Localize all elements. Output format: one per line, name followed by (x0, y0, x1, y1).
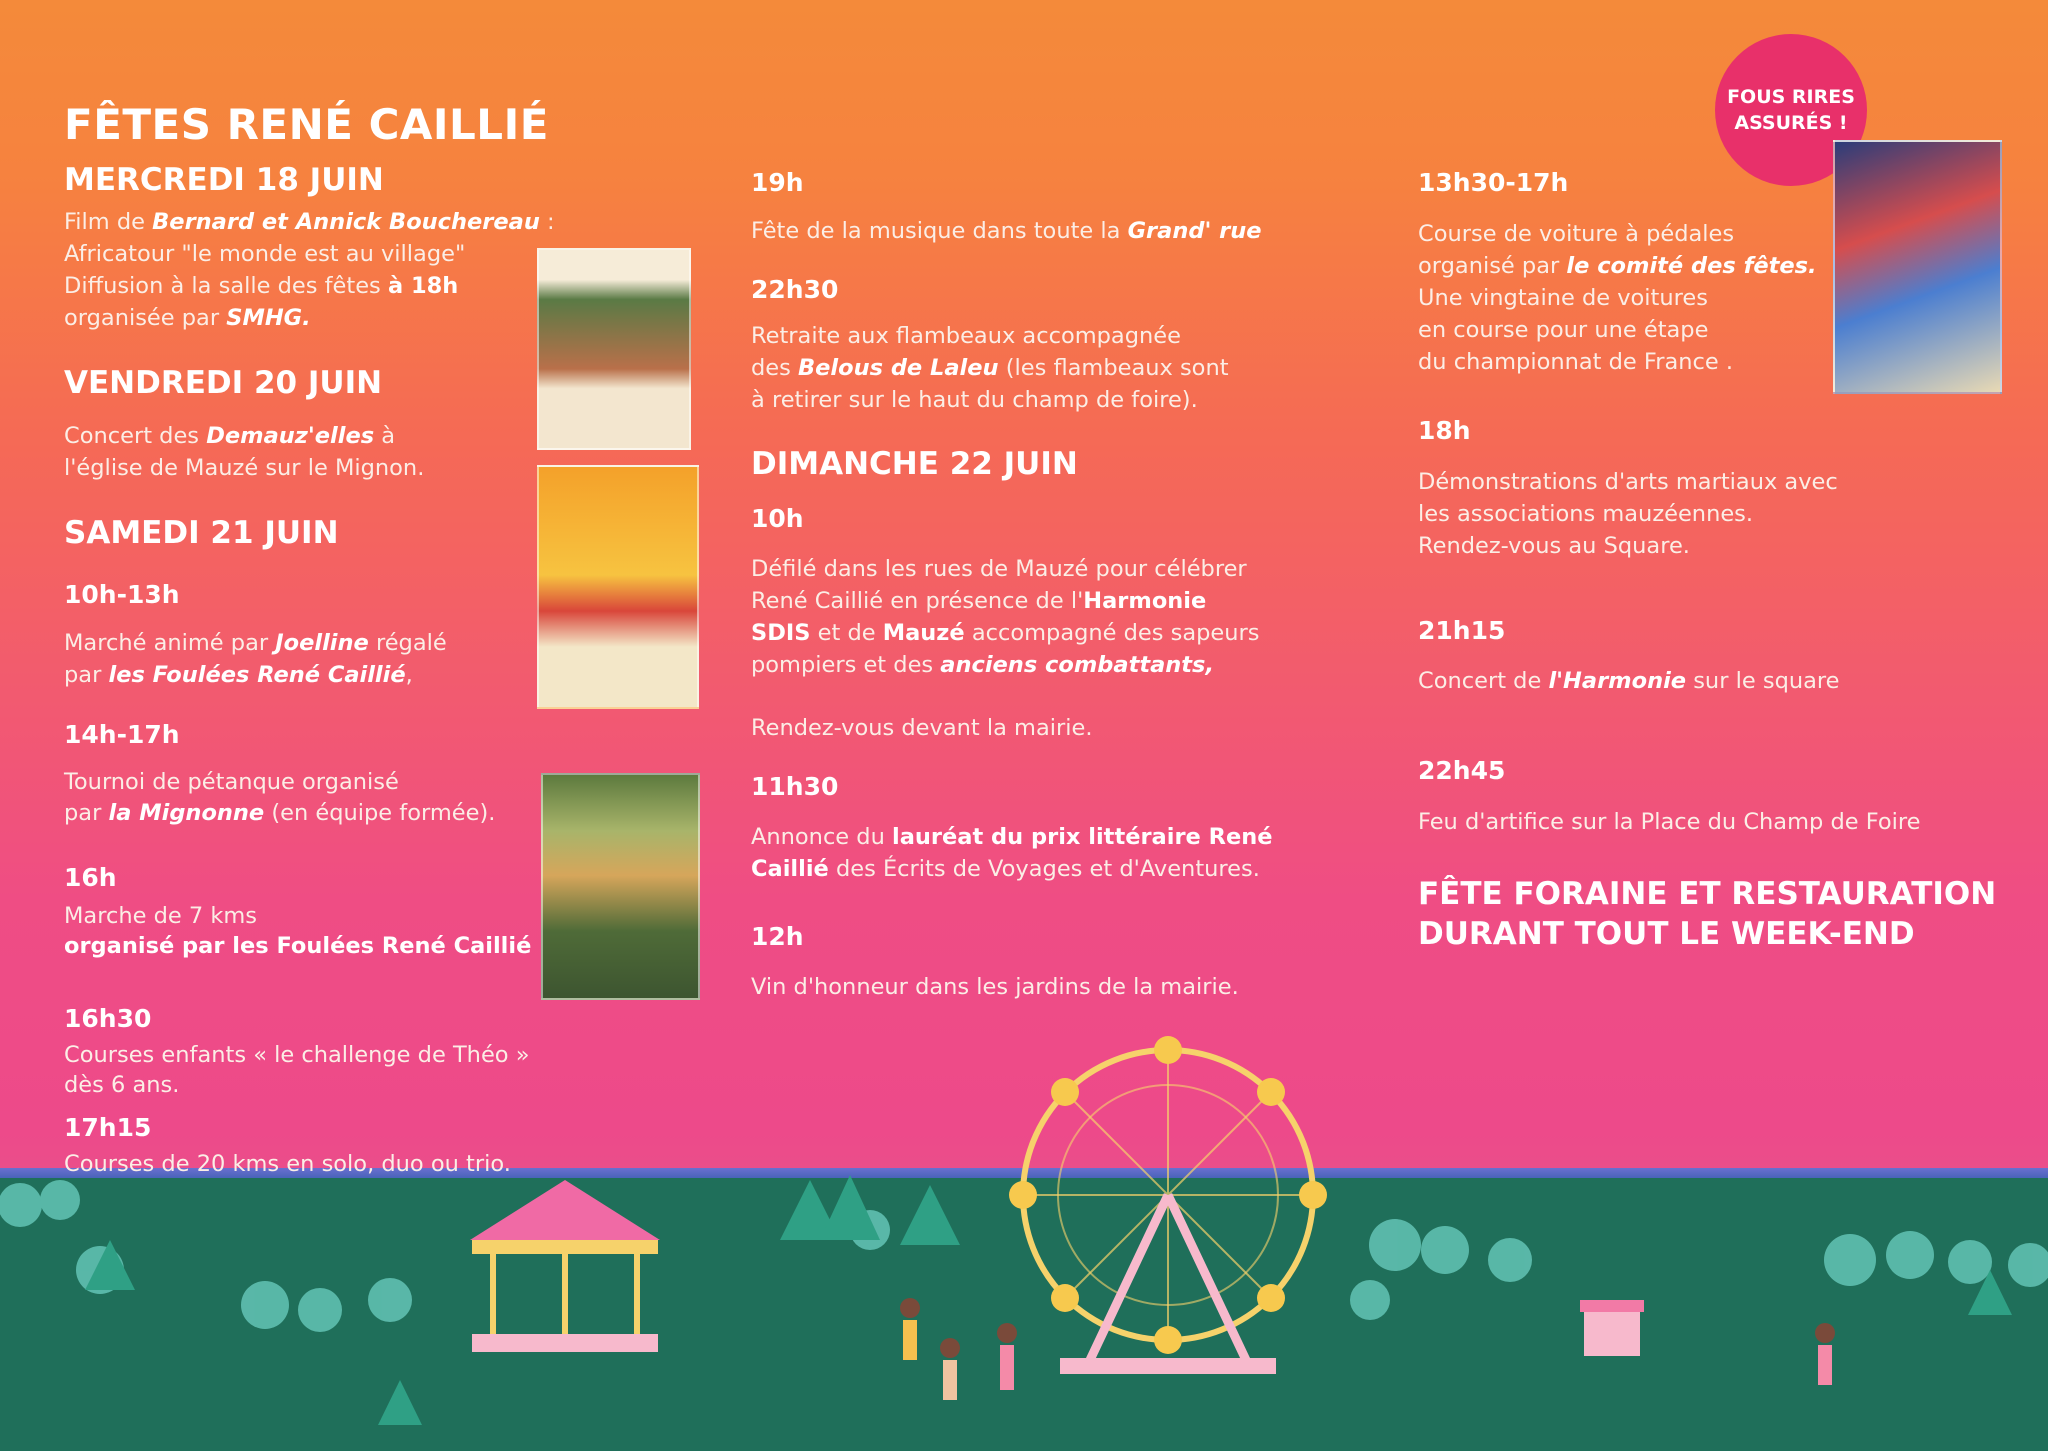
c2-time-4: 11h30 (751, 772, 839, 801)
wed-line-2: Africatour "le monde est au village" (64, 241, 466, 267)
sat-t2-line-1: Tournoi de pétanque organisé (64, 769, 399, 795)
carousel (470, 1180, 660, 1352)
wed-line-4: organisée par SMHG. (64, 305, 311, 331)
poster-course (541, 773, 700, 1000)
c3-t2-line-2: les associations mauzéennes. (1418, 501, 1754, 527)
c2-t5-line-1: Vin d'honneur dans les jardins de la mairie. (751, 974, 1239, 1000)
day-saturday: SAMEDI 21 JUIN (64, 515, 339, 551)
day-wednesday: MERCREDI 18 JUIN (64, 162, 384, 198)
c2-time-2: 22h30 (751, 275, 839, 304)
badge-line-1: FOUS RIRES (1727, 86, 1855, 108)
c2-t3-line-5: Rendez-vous devant la mairie. (751, 715, 1093, 741)
c3-t1-line-1: Course de voiture à pédales (1418, 221, 1735, 247)
c2-t3-line-1: Défilé dans les rues de Mauzé pour célébrer (751, 556, 1247, 582)
c2-t4-line-2: Caillié des Écrits de Voyages et d'Aventures. (751, 856, 1260, 882)
sat-t4-line-2: dès 6 ans. (64, 1072, 180, 1098)
c2-t3-line-4: pompiers et des anciens combattants, (751, 652, 1214, 678)
c3-time-4: 22h45 (1418, 756, 1506, 785)
sat-time-1: 10h-13h (64, 580, 180, 609)
final-line-2: DURANT TOUT LE WEEK-END (1418, 916, 1915, 952)
sat-t2-line-2: par la Mignonne (en équipe formée). (64, 800, 496, 826)
c3-t1-line-5: du championnat de France . (1418, 349, 1734, 375)
poster-voitures-pedales (1833, 140, 2002, 394)
c3-t2-line-1: Démonstrations d'arts martiaux avec (1418, 469, 1838, 495)
sat-t3-line-1: Marche de 7 kms (64, 903, 257, 929)
c3-t3-line-1: Concert de l'Harmonie sur le square (1418, 668, 1840, 694)
c2-t4-line-1: Annonce du lauréat du prix littéraire René (751, 824, 1273, 850)
page-title: FÊTES RENÉ CAILLIÉ (64, 100, 549, 149)
ferris-wheel (1009, 1036, 1327, 1374)
sat-time-3: 16h (64, 863, 117, 892)
c3-time-2: 18h (1418, 416, 1471, 445)
c3-time-3: 21h15 (1418, 616, 1506, 645)
c3-t1-line-3: Une vingtaine de voitures (1418, 285, 1708, 311)
sat-t5-line-1: Courses de 20 kms en solo, duo ou trio. (64, 1151, 511, 1177)
sat-t1-line-2: par les Foulées René Caillié, (64, 662, 413, 688)
wed-line-3: Diffusion à la salle des fêtes à 18h (64, 273, 459, 299)
sat-t3-line-2: organisé par les Foulées René Caillié (64, 933, 532, 959)
c3-t4-line-1: Feu d'artifice sur la Place du Champ de Foire (1418, 809, 1921, 835)
c2-time-3: 10h (751, 504, 804, 533)
c2-t2-line-1: Retraite aux flambeaux accompagnée (751, 323, 1181, 349)
c2-t1-line-1: Fête de la musique dans toute la Grand' rue (751, 218, 1262, 244)
day-sunday: DIMANCHE 22 JUIN (751, 446, 1078, 482)
c2-time-5: 12h (751, 922, 804, 951)
sat-time-2: 14h-17h (64, 720, 180, 749)
food-stand (1580, 1300, 1644, 1356)
c2-t3-line-3: SDIS et de Mauzé accompagné des sapeurs (751, 620, 1260, 646)
fri-line-1: Concert des Demauz'elles à (64, 423, 396, 449)
day-friday: VENDREDI 20 JUIN (64, 365, 383, 401)
c2-t2-line-3: à retirer sur le haut du champ de foire). (751, 387, 1198, 413)
sat-time-4: 16h30 (64, 1004, 152, 1033)
c3-t1-line-4: en course pour une étape (1418, 317, 1709, 343)
fri-line-2: l'église de Mauzé sur le Mignon. (64, 455, 425, 481)
badge-line-2: ASSURÉS ! (1734, 112, 1848, 134)
c3-t2-line-3: Rendez-vous au Square. (1418, 533, 1690, 559)
c2-t2-line-2: des Belous de Laleu (les flambeaux sont (751, 355, 1229, 381)
c3-t1-line-2: organisé par le comité des fêtes. (1418, 253, 1817, 279)
poster-africatour (537, 248, 691, 450)
c2-time-1: 19h (751, 168, 804, 197)
sat-time-5: 17h15 (64, 1113, 152, 1142)
sat-t1-line-1: Marché animé par Joelline régalé (64, 630, 447, 656)
c3-time-1: 13h30-17h (1418, 168, 1569, 197)
sat-t4-line-1: Courses enfants « le challenge de Théo » (64, 1042, 530, 1068)
poster-concert-ete (537, 465, 699, 709)
c2-t3-line-2: René Caillié en présence de l'Harmonie (751, 588, 1207, 614)
final-line-1: FÊTE FORAINE ET RESTAURATION (1418, 876, 1997, 912)
wed-line-1: Film de Bernard et Annick Bouchereau : (64, 209, 555, 235)
